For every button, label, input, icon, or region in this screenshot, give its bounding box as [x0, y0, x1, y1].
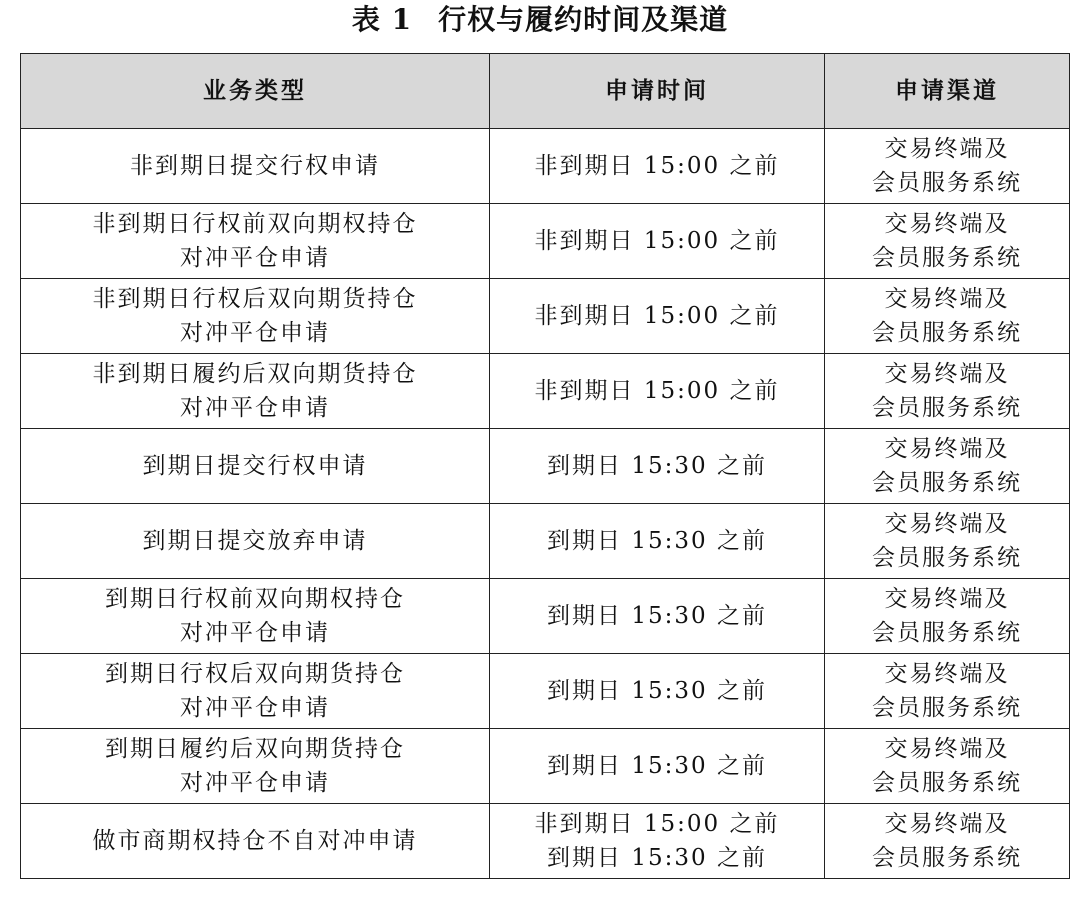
- cell-text-line: 到期日 15:30 之前: [547, 528, 767, 554]
- cell-text-line: 交易终端及: [884, 511, 1010, 537]
- cell-text-line: 到期日履约后双向期货持仓: [105, 736, 405, 762]
- business-type-cell: [21, 804, 490, 879]
- cell-text-line: 对冲平仓申请: [180, 320, 330, 346]
- cell-text-line: 对冲平仓申请: [180, 695, 330, 721]
- cell-text-line: 交易终端及: [884, 661, 1010, 687]
- business-type-cell: [21, 729, 490, 804]
- cell-text-line: 交易终端及: [884, 586, 1010, 612]
- application-time-cell: [490, 354, 825, 429]
- cell-text-line: 非到期日 15:00 之前: [534, 303, 780, 329]
- channel-table: [20, 53, 1070, 879]
- cell-text-line: 非到期日 15:00 之前: [534, 153, 780, 179]
- cell-text-line: 到期日行权后双向期货持仓: [105, 661, 405, 687]
- application-channel-cell: [825, 654, 1070, 729]
- application-channel-cell: [825, 579, 1070, 654]
- cell-text-line: 交易终端及: [884, 136, 1010, 162]
- table-row: [21, 354, 1070, 429]
- cell-text-line: 交易终端及: [884, 436, 1010, 462]
- application-channel-cell: [825, 804, 1070, 879]
- cell-text-line: 做市商期权持仓不自对冲申请: [92, 828, 418, 854]
- table-row: [21, 579, 1070, 654]
- cell-text-line: 非到期日履约后双向期货持仓: [92, 361, 418, 387]
- cell-text-line: 对冲平仓申请: [180, 245, 330, 271]
- cell-text-line: 到期日 15:30 之前: [547, 753, 767, 779]
- cell-text-line: 交易终端及: [884, 361, 1010, 387]
- cell-text-line: 交易终端及: [884, 286, 1010, 312]
- table-row: [21, 129, 1070, 204]
- table-row: [21, 279, 1070, 354]
- business-type-cell: [21, 579, 490, 654]
- application-time-cell: [490, 279, 825, 354]
- cell-text-line: 对冲平仓申请: [180, 395, 330, 421]
- business-type-cell: [21, 204, 490, 279]
- header-application-time: 申请时间: [490, 54, 825, 129]
- cell-text-line: 非到期日 15:00 之前: [534, 811, 780, 837]
- application-channel-cell: [825, 354, 1070, 429]
- cell-text-line: 会员服务系统: [872, 320, 1022, 346]
- table-row: [21, 654, 1070, 729]
- application-channel-cell: [825, 429, 1070, 504]
- application-time-cell: [490, 654, 825, 729]
- cell-text-line: 到期日 15:30 之前: [547, 678, 767, 704]
- cell-text-line: 会员服务系统: [872, 470, 1022, 496]
- application-time-cell: [490, 129, 825, 204]
- cell-text-line: 交易终端及: [884, 211, 1010, 237]
- table-body: [21, 129, 1070, 879]
- cell-text-line: 到期日提交放弃申请: [142, 528, 368, 554]
- application-time-cell: [490, 429, 825, 504]
- table-row: [21, 204, 1070, 279]
- header-row: [21, 54, 1070, 129]
- application-channel-cell: [825, 504, 1070, 579]
- application-time-cell: [490, 504, 825, 579]
- cell-text-line: 非到期日行权前双向期权持仓: [92, 211, 418, 237]
- cell-text-line: 会员服务系统: [872, 845, 1022, 871]
- business-type-cell: [21, 129, 490, 204]
- application-time-cell: [490, 729, 825, 804]
- cell-text-line: 到期日 15:30 之前: [547, 845, 767, 871]
- cell-text-line: 对冲平仓申请: [180, 620, 330, 646]
- application-channel-cell: [825, 279, 1070, 354]
- cell-text-line: 会员服务系统: [872, 395, 1022, 421]
- header-application-channel: 申请渠道: [825, 54, 1070, 129]
- table-title: 行权与履约时间及渠道: [438, 3, 729, 36]
- cell-text-line: 对冲平仓申请: [180, 770, 330, 796]
- cell-text-line: 非到期日提交行权申请: [130, 153, 380, 179]
- cell-text-line: 非到期日 15:00 之前: [534, 378, 780, 404]
- cell-text-line: 非到期日行权后双向期货持仓: [92, 286, 418, 312]
- table-number: 表 1: [351, 3, 413, 36]
- cell-text-line: 会员服务系统: [872, 770, 1022, 796]
- application-channel-cell: [825, 129, 1070, 204]
- cell-text-line: 交易终端及: [884, 736, 1010, 762]
- application-channel-cell: [825, 729, 1070, 804]
- table-row: [21, 804, 1070, 879]
- cell-text-line: 会员服务系统: [872, 245, 1022, 271]
- application-time-cell: [490, 579, 825, 654]
- cell-text-line: 会员服务系统: [872, 545, 1022, 571]
- cell-text-line: 到期日 15:30 之前: [547, 453, 767, 479]
- cell-text-line: 会员服务系统: [872, 170, 1022, 196]
- application-channel-cell: [825, 204, 1070, 279]
- cell-text-line: 到期日提交行权申请: [142, 453, 368, 479]
- cell-text-line: 会员服务系统: [872, 695, 1022, 721]
- table-row: [21, 429, 1070, 504]
- business-type-cell: [21, 504, 490, 579]
- table-caption: [0, 0, 1080, 46]
- cell-text-line: 会员服务系统: [872, 620, 1022, 646]
- application-time-cell: [490, 204, 825, 279]
- business-type-cell: [21, 279, 490, 354]
- business-type-cell: [21, 429, 490, 504]
- header-business-type: 业务类型: [21, 54, 490, 129]
- cell-text-line: 交易终端及: [884, 811, 1010, 837]
- cell-text-line: 到期日行权前双向期权持仓: [105, 586, 405, 612]
- table-row: [21, 504, 1070, 579]
- business-type-cell: [21, 654, 490, 729]
- cell-text-line: 到期日 15:30 之前: [547, 603, 767, 629]
- application-time-cell: [490, 804, 825, 879]
- table-row: [21, 729, 1070, 804]
- business-type-cell: [21, 354, 490, 429]
- cell-text-line: 非到期日 15:00 之前: [534, 228, 780, 254]
